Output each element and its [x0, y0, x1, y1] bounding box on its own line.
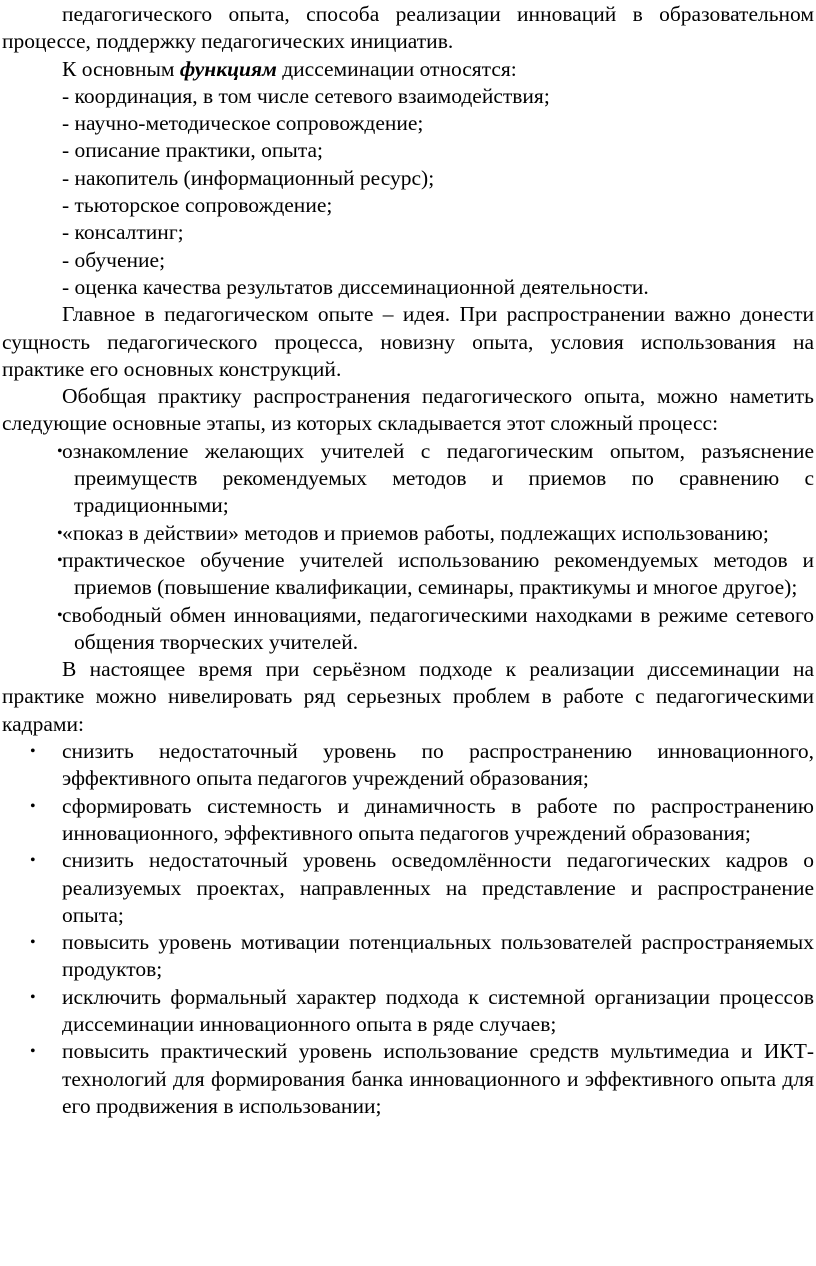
stages-list-item: • свободный обмен инновациями, педагогическими находками в режиме сетевого общения творческих учителей.	[2, 602, 814, 657]
functions-list-item: - оценка качества результатов диссеминационной деятельности.	[62, 274, 649, 299]
problems-list-item: • сформировать системность и динамичность в работе по распространению инновационного, эффективного опыта педагогов учреждений образования;	[2, 793, 814, 848]
problems-list	[2, 738, 814, 1120]
problems-list-item: • повысить практический уровень использование средств мультимедиа и ИКТ-технологий для формирования банка инновационного и эффективного опыта для его продвижения в использовании;	[2, 1038, 814, 1120]
intro-continuation: педагогического опыта, способа реализации инноваций в образовательном процессе, поддержку педагогических инициатив.	[2, 2, 814, 54]
stages-list	[2, 438, 814, 656]
stages-list-item: • ознакомление желающих учителей с педагогическим опытом, разъяснение преимуществ рекомендуемых методов и приемов по сравнению с традиционными;	[2, 438, 814, 520]
problems-list-item: • снизить недостаточный уровень по распространению инновационного, эффективного опыта педагогов учреждений образования;	[2, 738, 814, 793]
problems-intro-paragraph: В настоящее время при серьёзном подходе к реализации диссеминации на практике можно нивелировать ряд серьезных проблем в работе с педагогическими кадрами:	[2, 657, 814, 736]
functions-list-item: - описание практики, опыта;	[62, 138, 324, 163]
main-idea-paragraph: Главное в педагогическом опыте – идея. При распространении важно донести сущность педагогического процесса, новизну опыта, условия использования на практике его основных конструкций.	[2, 302, 814, 381]
functions-list-item: - накопитель (информационный ресурс);	[62, 165, 435, 190]
stages-list-item: • практическое обучение учителей использованию рекомендуемых методов и приемов (повышение квалификации, семинары, практикумы и многое другое);	[2, 547, 814, 602]
functions-list-item: - научно-методическое сопровождение;	[62, 111, 424, 136]
functions-text-before: К основным	[62, 56, 180, 81]
functions-list-item: - обучение;	[62, 247, 166, 272]
problems-list-item: • исключить формальный характер подхода к системной организации процессов диссеминации инновационного опыта в ряде случаев;	[2, 984, 814, 1039]
problems-list-item: • повысить уровень мотивации потенциальных пользователей распространяемых продуктов;	[2, 929, 814, 984]
functions-emphasis: функциям	[179, 56, 277, 81]
functions-paragraph	[2, 56, 814, 83]
problems-list-item: • снизить недостаточный уровень осведомлённости педагогических кадров о реализуемых проектах, направленных на представление и распространение опыта;	[2, 847, 814, 929]
functions-list	[2, 83, 814, 301]
functions-list-item: - консалтинг;	[62, 220, 184, 245]
functions-list-item: - тьюторское сопровождение;	[62, 193, 333, 218]
document-page	[2, 1, 814, 1120]
stages-intro-paragraph: Обобщая практику распространения педагогического опыта, можно наметить следующие основные этапы, из которых складывается этот сложный процесс:	[2, 384, 814, 436]
functions-list-item: - координация, в том числе сетевого взаимодействия;	[62, 83, 550, 108]
stages-list-item: • «показ в действии» методов и приемов работы, подлежащих использованию;	[2, 520, 814, 547]
functions-text-after: диссеминации относятся:	[276, 56, 517, 81]
